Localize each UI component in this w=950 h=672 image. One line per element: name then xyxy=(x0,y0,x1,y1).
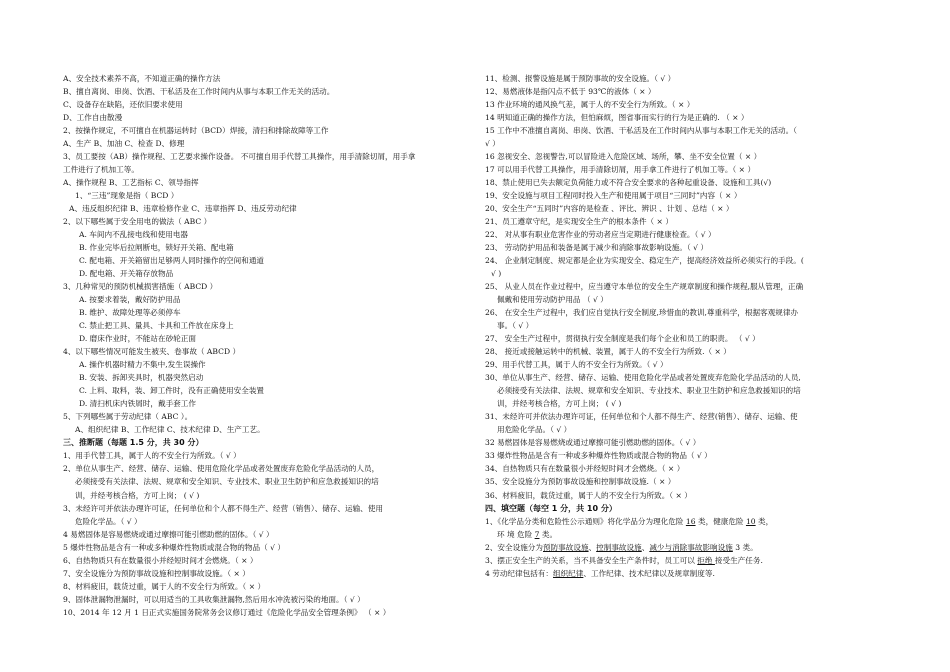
fill-text: 3 类。 xyxy=(732,542,758,552)
text-line: 15 工作中不准擅自离岗、串岗、饮酒、干私活及在工作时间内从事与本职工作无关的活动。（ xyxy=(485,126,798,136)
fill-blank: 控制事故设施 xyxy=(596,542,642,552)
fill-blank: 16 xyxy=(685,516,696,526)
text-line: 1、用手代替工具，属于人的不安全行为所致。（ √ ） xyxy=(63,451,241,461)
fill-q1-cont xyxy=(485,528,895,541)
text-line: D. 配电箱、开关箱存放物品 xyxy=(79,269,174,279)
text-line: 5、下列哪些属于劳动纪律（ ABC ）。 xyxy=(63,412,193,422)
text-line: 10、2014 年 12 月 1 日正式实施国务院常务会议修订通过《危险化学品安全管理条例》 （ × ） xyxy=(63,607,391,617)
text-line: 21、员工遵章守纪，是实现安全生产的根本条件（ × ） xyxy=(485,217,673,227)
text-line: 1、“三违”现象是指（ BCD ） xyxy=(75,191,179,201)
text-line: C、设备存在缺陷，还依旧要求使用 xyxy=(63,100,183,110)
text-line: 3、几种常见的预防机械损害措施（ ABCD ） xyxy=(63,282,218,292)
fill-blank: 7 xyxy=(534,529,540,539)
fill-text: 2、安全设施分为 xyxy=(485,542,543,552)
fill-text: 接受生产任务. xyxy=(714,555,763,565)
left-column xyxy=(63,72,468,619)
text-line: 9、固体泄漏物泄漏时，可以用适当的工具收集泄漏物,然后用水冲洗被污染的地面。（ √ ） xyxy=(63,594,365,604)
text-line: 5 爆炸性物品是含有一种或多种爆炸性物质或混合物的物品（ √ ） xyxy=(63,542,285,552)
text-line: 25、 从业人员在作业过程中，应当遵守本单位的安全生产规章制度和操作规程,服从管理，正确 xyxy=(485,282,804,292)
text-line: 4、以下哪些情况可能发生被夹、卷事故（ ABCD ） xyxy=(63,347,241,357)
text-line: 2、单位从事生产、经营、储存、运输、使用危险化学品或者处置废弃危险化学品活动的人员， xyxy=(63,464,380,474)
fill-blank: 减少与消除事故影响设施 xyxy=(649,542,733,552)
text-line: 34、自热物质只有在数量很小并经短时间才会燃烧。（ × ） xyxy=(485,464,685,474)
text-line: 24、 企业制定制度、规定都是企业为实现安全、稳定生产，提高经济效益所必须实行的手段。( xyxy=(485,256,804,266)
text-line: 33 爆炸性物品是含有一种或多种爆炸性物质或混合物的物品（ √ ） xyxy=(485,451,712,461)
fill-text: 类。 xyxy=(539,529,558,539)
section-heading: 三、推断题（每题 1.5 分，共 30 分） xyxy=(63,438,204,448)
section-heading: 四、填空题（每空 1 分，共 10 分） xyxy=(485,503,617,513)
fill-q1 xyxy=(485,515,895,528)
text-line: 12、易燃液体是指闪点不低于 93℃的液体（ × ） xyxy=(485,87,656,97)
text-line: 工件进行了机加工等。 xyxy=(63,165,139,175)
text-line: 训，并经考核合格，方可上岗； ( √ ) xyxy=(75,490,200,500)
text-line: 危险化学品。（ √ ） xyxy=(75,516,142,526)
text-line: 3、员工要按（AB）操作规程、工艺要求操作设备。 不可擅自用手代替工具操作，用手清除切屑，用手拿 xyxy=(63,152,416,162)
text-line: 28、 接近或接触运转中的机械、装置，属于人的不安全行为所致.（ × ） xyxy=(485,347,731,357)
text-line: C. 禁止把工具、量具、卡具和工件放在床身上 xyxy=(79,321,234,331)
text-line: 18、禁止使用已失去额定负荷能力或不符合安全要求的各种起重设备、设施和工具(√) xyxy=(485,178,772,188)
text-line: 30、单位从事生产、经营、储存、运输、使用危险化学品或者处置废弃危险化学品活动的人员, xyxy=(485,373,801,383)
text-line: B. 作业完毕后拉闸断电，锁好开关箱、配电箱 xyxy=(79,243,234,253)
text-line: 26、 在安全生产过程中，我们应自觉执行安全制度,珍惜血的教训,尊重科学，根据客观规律办 xyxy=(485,308,799,318)
right-column xyxy=(485,72,895,580)
text-line: 14 明知道正确的操作方法，但怕麻烦，图省事而实行的行为是正确的. （ × ） xyxy=(485,113,749,123)
text-line: A、生产 B、加油 C、检查 D、修理 xyxy=(63,139,185,149)
text-line: B、擅自离岗、串岗、饮酒、干私活及在工作时间内从事与本职工作无关的活动。 xyxy=(63,87,335,97)
text-line: 11、检测、报警设施是属于预防事故的安全设施。（ √ ） xyxy=(485,74,676,83)
text-line: A、操作规程 B、工艺指标 C、领导指挥 xyxy=(63,178,199,188)
text-line: A. 车间内不乱接电线和使用电器 xyxy=(79,230,189,240)
text-line: C. 上料、取料，装、卸工件时，没有正确使用安全装置 xyxy=(79,386,265,396)
text-line: 16 忽视安全、忽视警告,可以冒险进入危险区域、场所，攀、坐不安全位置（ × ） xyxy=(485,152,762,162)
text-line: 必须接受有关法律、法规、规章和安全知识、专业技术、职业卫生防护和应急救援知识的培 xyxy=(497,386,801,396)
text-line: 用危险化学品。（ √ ） xyxy=(497,425,572,435)
text-line: √ ） xyxy=(485,139,500,149)
text-line: 事。（ √ ） xyxy=(497,321,534,331)
text-line: A、违反组织纪律 B、违章检修作业 C、违章指挥 D、违反劳动纪律 xyxy=(69,204,297,214)
fill-text: 、工作纪律、技术纪律以及规章制度等. xyxy=(583,568,715,578)
text-line: 31、未经许可并依法办理许可证，任何单位和个人都不得生产、经营(销售）、储存、运输、使 xyxy=(485,412,798,422)
fill-text: 3、摆正安全生产的关系，当不具备安全生产条件时，员工可以 xyxy=(485,555,698,565)
text-line: 必须接受有关法律、法规、规章和安全知识、专业技术、职业卫生防护和应急救援知识的培 xyxy=(75,477,379,487)
text-line: 35、安全设施分为预防事故设施和控制事故设施.（ × ） xyxy=(485,477,676,487)
text-line: 3、未经许可并依法办理许可证，任何单位和个人都不得生产、经营（销售）、储存、运输、使用 xyxy=(63,503,383,513)
text-line: A、组织纪律 B、工作纪律 C、技术纪律 D、生产工艺。 xyxy=(75,425,265,435)
fill-blank: 拒绝 xyxy=(697,555,715,565)
text-line: B. 维护、故障处理等必须停车 xyxy=(79,308,181,318)
text-line: 7、安全设施分为预防事故设施和控制事故设施。（ × ） xyxy=(63,568,250,578)
text-line: C. 配电箱、开关箱留出足够两人同时操作的空间和通道 xyxy=(79,256,265,266)
text-line: 佩戴和使用劳动防护用品 （ √ ） xyxy=(497,295,608,305)
text-line: 2、按操作规定，不可擅自在机器运转时（BCD）焊接，清扫和排除故障等工作 xyxy=(63,126,329,136)
fill-text: 1、《化学品分类和危险性公示通则》将化学品分为理化危险 xyxy=(485,516,686,526)
fill-q2 xyxy=(485,541,895,554)
fill-q4 xyxy=(485,567,895,580)
fill-blank: 预防事故设施 xyxy=(543,542,589,552)
text-line: 20、安全生产“五同时”内容的是检查 、评比、辨识 、计划 、总结（ × ） xyxy=(485,204,734,214)
fill-blank: 组织纪律 xyxy=(553,568,584,578)
text-line: 22、 对从事有职业危害作业的劳动者应当定期进行健康检查。（ √ ） xyxy=(485,230,716,240)
fill-text: 4 劳动纪律包括有： xyxy=(485,568,553,578)
fill-q3 xyxy=(485,554,895,567)
text-line: 6、自热物质只有在数量很小并经短时间才会燃烧。（ × ） xyxy=(63,555,258,565)
fill-text: 类，健康危险 xyxy=(695,516,746,526)
text-line: √ ) xyxy=(491,269,502,279)
text-line: 8、材料疲旧，载货过重，属于人的不安全行为所致。（ × ） xyxy=(63,581,266,591)
text-line: 训，并经考核合格，方可上岗； ( √ ) xyxy=(497,399,622,409)
text-line: 17 可以用手代替工具操作，用手清除切屑，用手拿工件进行了机加工等。（ × ） xyxy=(485,165,756,175)
text-line: 27、 安全生产过程中，贯彻执行安全制度是我们每个企业和员工的职责。 （ √ ） xyxy=(485,334,760,344)
text-line: 29、用手代替工具，属于人的不安全行为所致。（ √ ） xyxy=(485,360,668,370)
text-line: D、工作自由散漫 xyxy=(63,113,123,123)
text-line: D. 磨床作业时，不能站在砂轮正面 xyxy=(79,334,196,344)
text-line: 4 易燃固体是容易燃烧或通过摩擦可能引燃助燃的固体。（ √ ） xyxy=(63,529,274,539)
fill-blank: 10 xyxy=(745,516,756,526)
text-line: 2、以下哪些属于安全用电的做法（ ABC ） xyxy=(63,217,212,227)
text-line: A. 操作机器时精力不集中,发生误操作 xyxy=(79,360,206,370)
fill-text: 类， xyxy=(755,516,774,526)
text-line: D. 清扫机床内铁屑时，戴手套工作 xyxy=(79,399,196,409)
right-lines xyxy=(485,72,895,515)
text-line: 13 作业环境的通风换气差，属于人的不安全行为所致。（ × ） xyxy=(485,100,695,110)
text-line: B. 安装、拆卸夹具时，机器突然启动 xyxy=(79,373,204,383)
text-line: A. 按要求着装，戴好防护用品 xyxy=(79,295,181,305)
text-line: 32 易燃固体是容易燃烧或通过摩擦可能引燃助燃的固体。（ √ ） xyxy=(485,438,701,448)
text-line: A、安全技术素养不高，不知道正确的操作方法 xyxy=(63,74,221,83)
fill-text: 、 xyxy=(641,542,650,552)
text-line: 23、 劳动防护用品和装备是属于减少和消除事故影响设施。（ √ ） xyxy=(485,243,708,253)
text-line: 19、安全设施与项目工程同时投入生产和使用属于项目“三同时”内容（ × ） xyxy=(485,191,742,201)
fill-text: 环 境 危险 xyxy=(497,529,535,539)
fill-text: 、 xyxy=(588,542,597,552)
text-line: 36、材料疲旧，载货过重，属于人的不安全行为所致。（ × ） xyxy=(485,490,692,500)
